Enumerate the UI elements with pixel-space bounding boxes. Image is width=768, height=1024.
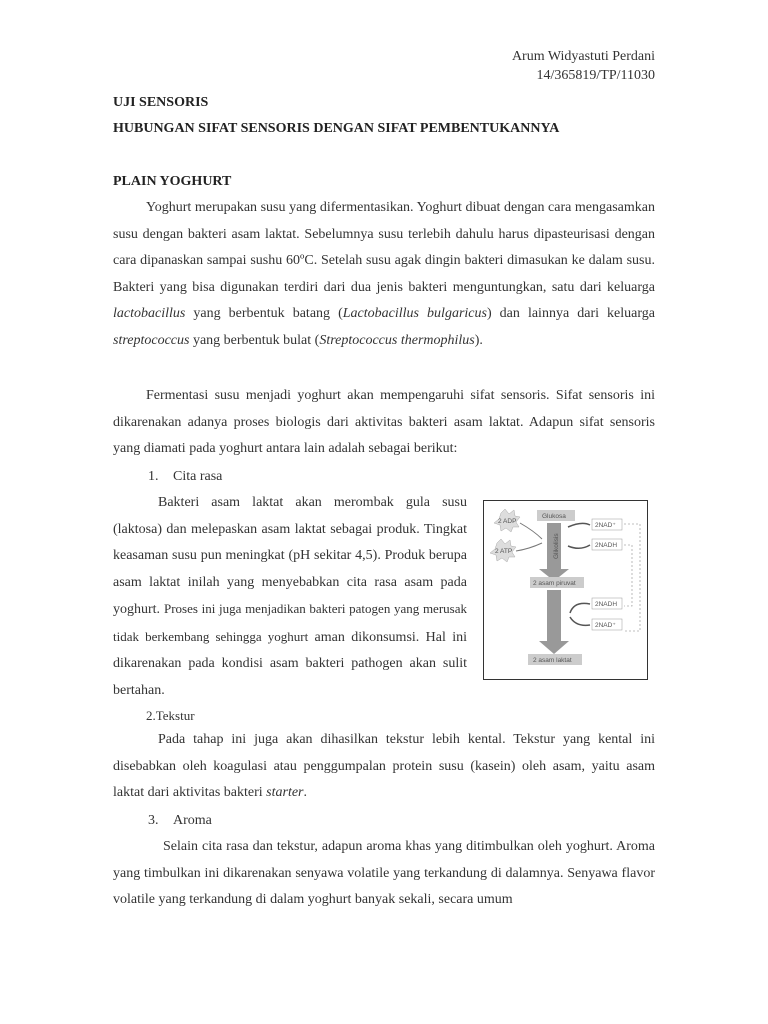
loop-dashed-inner [624, 545, 632, 606]
list-item-tekstur: 2.Tekstur [146, 708, 195, 723]
nadh2-label: 2NADH [595, 601, 618, 608]
diagram-svg [484, 501, 647, 679]
paragraph-fermentasi: Fermentasi susu menjadi yoghurt akan mempengaruhi sifat sensoris. Sifat sensoris ini dikarenakan adanya proses biologis dari aktivitas bakteri asam laktat. Adapun sifat sensoris yang diamati pada yoghurt antara lain adalah sebagai berikut: [113, 388, 655, 456]
paragraph-aroma: Selain cita rasa dan tekstur, adapun aroma khas yang ditimbulkan oleh yoghurt. Aroma yang timbulkan ini dikarenakan senyawa volatile yang terkandung di dalamnya. Senyawa flavor volatile yang terkandung di dalam yoghurt banyak sekali, secara umum [113, 839, 655, 907]
title-hubungan: HUBUNGAN SIFAT SENSORIS DENGAN SIFAT PEMBENTUKANNYA [113, 121, 560, 136]
piruvat-label: 2 asam piruvat [533, 580, 576, 587]
glukosa-label: Glukosa [542, 513, 566, 520]
laktat-label: 2 asam laktat [533, 657, 572, 664]
atp-label: 2 ATP [495, 548, 513, 555]
paragraph-tekstur: Pada tahap ini juga akan dihasilkan tekstur lebih kental. Tekstur yang kental ini disebabkan oleh koagulasi atau penggumpalan protein susu (kasein) oleh asam, yaitu asam laktat dari aktivitas bakteri starter. [113, 732, 655, 800]
nad2-arrow [570, 617, 590, 625]
author-name: Arum Widyastuti Perdani [511, 49, 655, 64]
paragraph-cita-rasa: Bakteri asam laktat akan merombak gula susu (laktosa) dan melepaskan asam laktat sebagai produk. Tingkat keasaman susu pun meningkat (pH sekitar 4,5). Produk berupa asam laktat inilah yang menyebabkan cita rasa asam pada yoghurt. Proses ini juga menjadikan bakteri patogen yang merusak tidak berkembang sehingga yoghurt aman dikonsumsi. Hal ini dikarenakan pada kondisi asam bakteri pathogen akan sulit bertahan. [113, 495, 467, 698]
glycolysis-diagram [483, 500, 648, 680]
adp-label: 2 ADP [498, 518, 517, 525]
author-id: 14/365819/TP/11030 [536, 68, 655, 83]
author-block [512, 47, 655, 85]
nad1-label: 2NAD⁺ [595, 522, 616, 529]
nad1-arrow [568, 523, 590, 527]
adp-arrow [520, 523, 542, 539]
list-item-cita-rasa: 1. Cita rasa [148, 469, 223, 484]
nadh1-label: 2NADH [595, 542, 618, 549]
nad2-label: 2NAD⁺ [595, 622, 616, 629]
section-title: PLAIN YOGHURT [113, 174, 232, 189]
nadh2-arrow [570, 603, 590, 613]
title-uji-sensoris: UJI SENSORIS [113, 95, 209, 110]
arrow-lower [547, 590, 561, 642]
nadh1-arrow [568, 545, 590, 548]
arrow-lower-head [539, 641, 569, 654]
atp-arrow [516, 543, 542, 551]
glikolisis-label: Glikolisis [553, 533, 560, 559]
paragraph-intro: Yoghurt merupakan susu yang difermentasikan. Yoghurt dibuat dengan cara mengasamkan susu dengan bakteri asam laktat. Sebelumnya susu terlebih dahulu harus dipasteurisasi dengan cara dipanaskan sampai sushu 60ºC. Setelah susu agak dingin bakteri dimasukan ke dalam susu. Bakteri yang bisa digunakan terdiri dari dua jenis bakteri menguntungkan, satu dari keluarga lactobacillus yang berbentuk batang (Lactobacillus bulgaricus) dan lainnya dari keluarga streptococcus yang berbentuk bulat (Streptococcus thermophilus). [113, 200, 655, 348]
list-item-aroma: 3. Aroma [148, 813, 212, 828]
